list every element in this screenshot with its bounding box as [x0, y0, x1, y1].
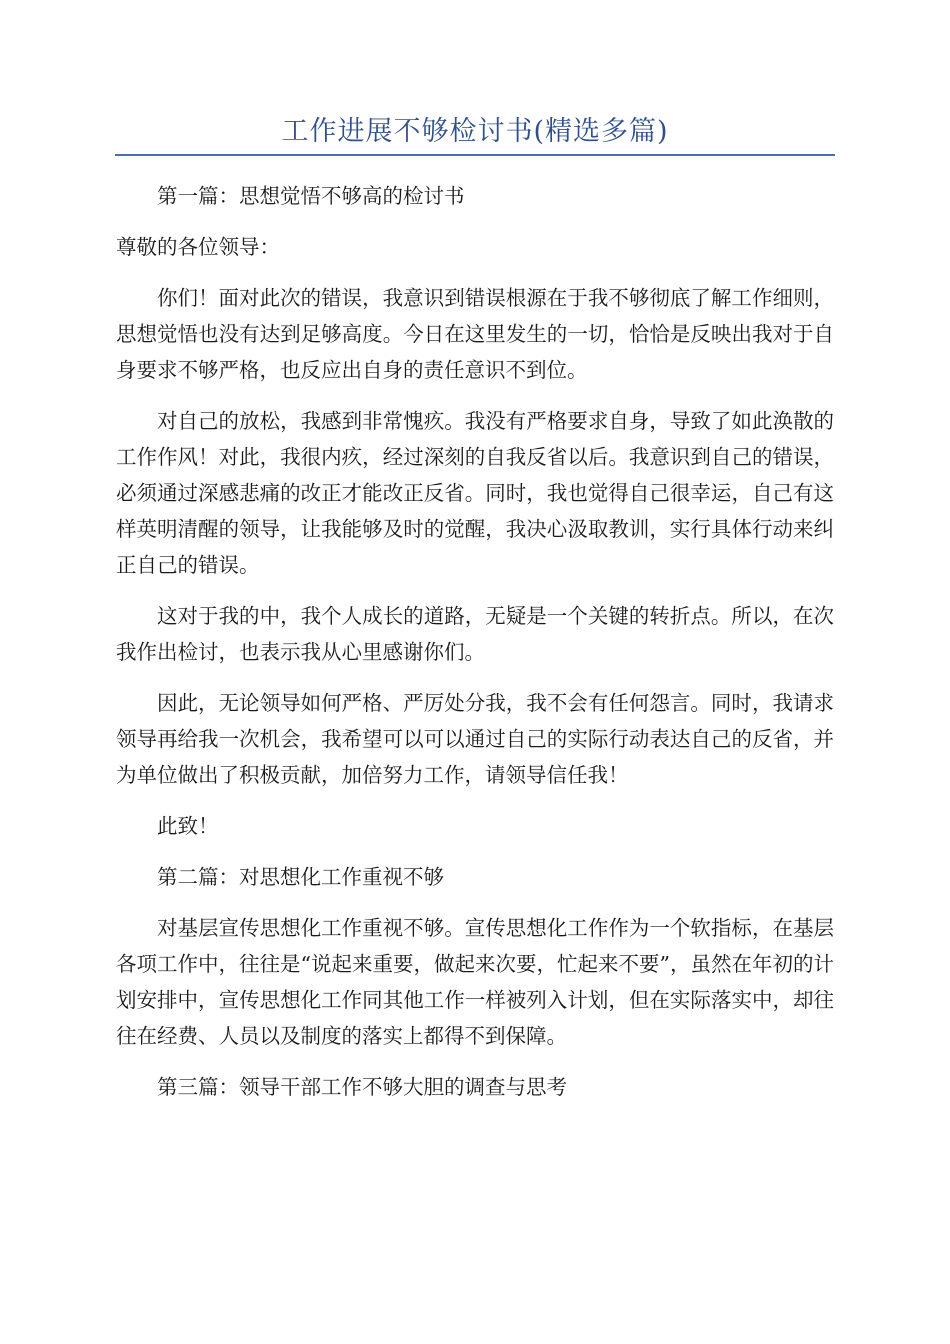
- section-heading-1: 第一篇：思想觉悟不够高的检讨书: [157, 184, 465, 208]
- paragraph: 因此，无论领导如何严格、严厉处分我，我不会有任何怨言。同时，我请求领导再给我一次机会，我希望可以可以通过自己的实际行动表达自己的反省，并为单位做出了积极贡献，加倍努力工作，请领导信任我！: [116, 691, 834, 787]
- salutation: 尊敬的各位领导：: [116, 235, 280, 259]
- section-heading-3: 第三篇：领导干部工作不够大胆的调查与思考: [157, 1075, 567, 1099]
- paragraph: 对基层宣传思想化工作重视不够。宣传思想化工作作为一个软指标，在基层各项工作中，往往是“说起来重要，做起来次要，忙起来不要”，虽然在年初的计划安排中，宣传思想化工作同其他工作一样被列入计划，但在实际落实中，却往往在经费、人员以及制度的落实上都得不到保障。: [116, 916, 834, 1048]
- section-heading-2: 第二篇：对思想化工作重视不够: [157, 865, 444, 889]
- paragraph: 这对于我的中，我个人成长的道路，无疑是一个关键的转折点。所以，在次我作出检讨，也表示我从心里感谢你们。: [116, 604, 834, 664]
- title-underline: [115, 154, 835, 156]
- document-title: 工作进展不够检讨书(精选多篇): [281, 116, 669, 147]
- closing: 此致！: [157, 814, 219, 838]
- paragraph: 对自己的放松，我感到非常愧疚。我没有严格要求自身，导致了如此涣散的工作作风！对此，我很内疚，经过深刻的自我反省以后。我意识到自己的错误，必须通过深感悲痛的改正才能改正反省。同时，我也觉得自己很幸运，自己有这样英明清醒的领导，让我能够及时的觉醒，我决心汲取教训，实行具体行动来纠正自己的错误。: [116, 409, 834, 577]
- document-body: [116, 178, 834, 1120]
- paragraph: 你们！面对此次的错误，我意识到错误根源在于我不够彻底了解工作细则，思想觉悟也没有达到足够高度。今日在这里发生的一切，恰恰是反映出我对于自身要求不够严格，也反应出自身的责任意识不到位。: [116, 286, 834, 382]
